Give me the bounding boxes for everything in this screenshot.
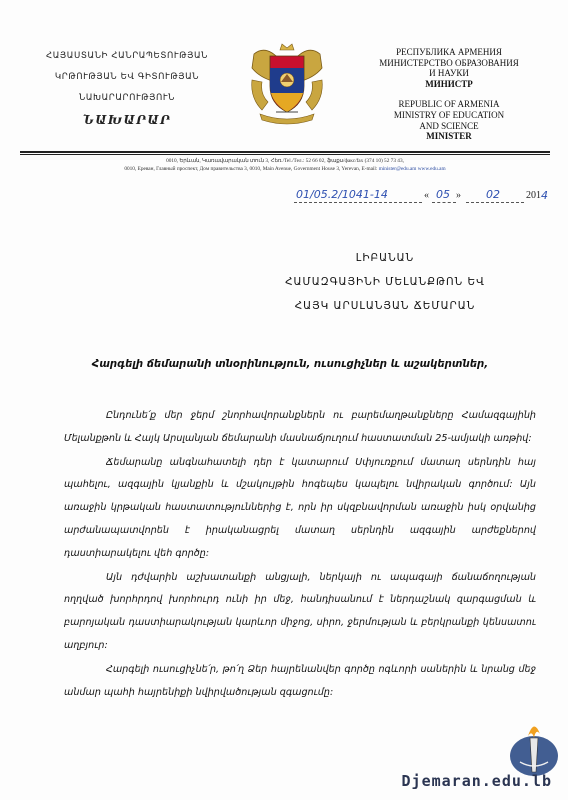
addressee-line: ԼԻԲԱՆԱՆ	[355, 252, 415, 264]
header-ru-line: И НАУКИ	[429, 68, 469, 79]
letter-body	[64, 405, 536, 705]
email-link[interactable]: minister@edu.am	[378, 166, 417, 172]
header-armenian	[22, 46, 232, 131]
header-en-line: REPUBLIC OF ARMENIA	[398, 99, 500, 110]
header-en-line: MINISTRY OF EDUCATION	[393, 109, 505, 120]
address-line-2-text: 0010, Ереван, Главный проспект, Дом правительства 3, 0010, Main Avenue, Government House 3, Yerevan, E-mail:	[124, 166, 378, 172]
header-armenian-line: ՆԱԽԱՐԱՐՈՒԹՅՈՒՆ	[79, 93, 175, 103]
header-armenian-line: ՀԱՅԱՍՏԱՆԻ ՀԱՆՐԱՊԵՏՈՒԹՅԱՆ	[45, 51, 208, 61]
open-quote: «	[424, 190, 429, 201]
address-line-1: 0010, Երևան, Կառավարական տուն 3, Հեռ./Tel./Тел.: 52 66 02, ֆաքս/факс/fax (374 10) 52 73 43,	[166, 158, 404, 164]
day-underline	[432, 202, 456, 203]
address-block	[20, 157, 550, 173]
addressee-line: ՀԱՅԿ ԱՐՍԼԱՆՅԱՆ ՃԵՄԱՐԱՆ	[294, 300, 476, 312]
addressee-line: ՀԱՄԱԶԳԱՅԻՆԻ ՄԵԼԱՆՔԹՈՆ ԵՎ	[285, 276, 485, 288]
month-underline	[466, 202, 524, 203]
registration-year-hand: 4	[541, 189, 548, 202]
number-underline	[294, 202, 422, 203]
registration-number: 01/05.2/1041-14	[296, 188, 388, 201]
header-ru-line: РЕСПУБЛИКА АРМЕНИЯ	[396, 47, 502, 57]
close-quote: »	[456, 190, 461, 201]
header-armenian-line: ԿՐԹՈՒԹՅԱՆ ԵՎ ԳԻՏՈՒԹՅԱՆ	[54, 72, 200, 82]
registration-month: 02	[486, 188, 500, 201]
header-en-line: AND SCIENCE	[419, 120, 479, 131]
body-paragraph: Ընդունե՛ք մեր ջերմ շնորհավորանքներն ու բարեմաղթանքները Համազգայինի Մելանքթոն և Հայկ Արսլանյան ճեմարանի մասնաճյուղում հաստատման 25-ամյակի առթիվ:	[64, 410, 536, 444]
header-ru-en	[344, 47, 554, 142]
website-link[interactable]: www.edu.am	[417, 166, 446, 172]
header-armenian-title: ՆԱԽԱՐԱՐ	[82, 113, 172, 127]
registration-day: 05	[436, 188, 450, 201]
header-en-title: MINISTER	[426, 131, 472, 142]
watermark-text: Djemaran.edu.lb	[401, 772, 552, 790]
header-ru-line: МИНИСТЕРСТВО ОБРАЗОВАНИЯ	[379, 57, 519, 68]
salutation: Հարգելի ճեմարանի տնօրինություն, ուսուցիչներ և աշակերտներ,	[91, 359, 489, 370]
address-line-2	[20, 165, 550, 173]
header-divider-thin	[20, 154, 550, 155]
body-paragraph: Հարգելի ուսուցիչնե՛ր, թո՛ղ Ձեր հայրենանվեր գործը ոգևորի սաներին և նրանց մեջ անմար պահի հայրենիքի նվիրվածության զգացումը:	[64, 663, 536, 698]
registration-year-printed: 201	[526, 190, 541, 201]
addressee-block	[270, 246, 500, 318]
body-paragraph: Ճեմարանը անգնահատելի դեր է կատարում Սփյուռքում մատաղ սերնդին հայ պահելու, ազգային կյանքին և մշակույթին հոգեպես կապելու նվիրական գործում: Այն առաջին կրթական հաստատություններից է, որն իր սկզբնավորման առաջին իսկ օրվանից արժանապատվորեն է իրականացրել մատաղ սերնդին ազգային արժեքներով դաստիարակելու վեհ գործը:	[64, 456, 536, 559]
body-paragraph: Այն դժվարին աշխատանքի անցյալի, ներկայի ու ապագայի ճանաճողության ողղված խորհրդով խորհուրդ ունի իր մեջ, հանդիսանում է ներդաշնակ զարգացման և բարոյական դաստիարակության կարևոր միջոց, սիրո, ջերմության և բերկրանքի կենսատու աղբյուր:	[64, 571, 536, 651]
registration-line	[294, 190, 546, 206]
header-ru-title: МИНИСТР	[425, 78, 473, 89]
header-divider	[20, 151, 550, 153]
coat-of-arms-emblem	[246, 40, 328, 126]
